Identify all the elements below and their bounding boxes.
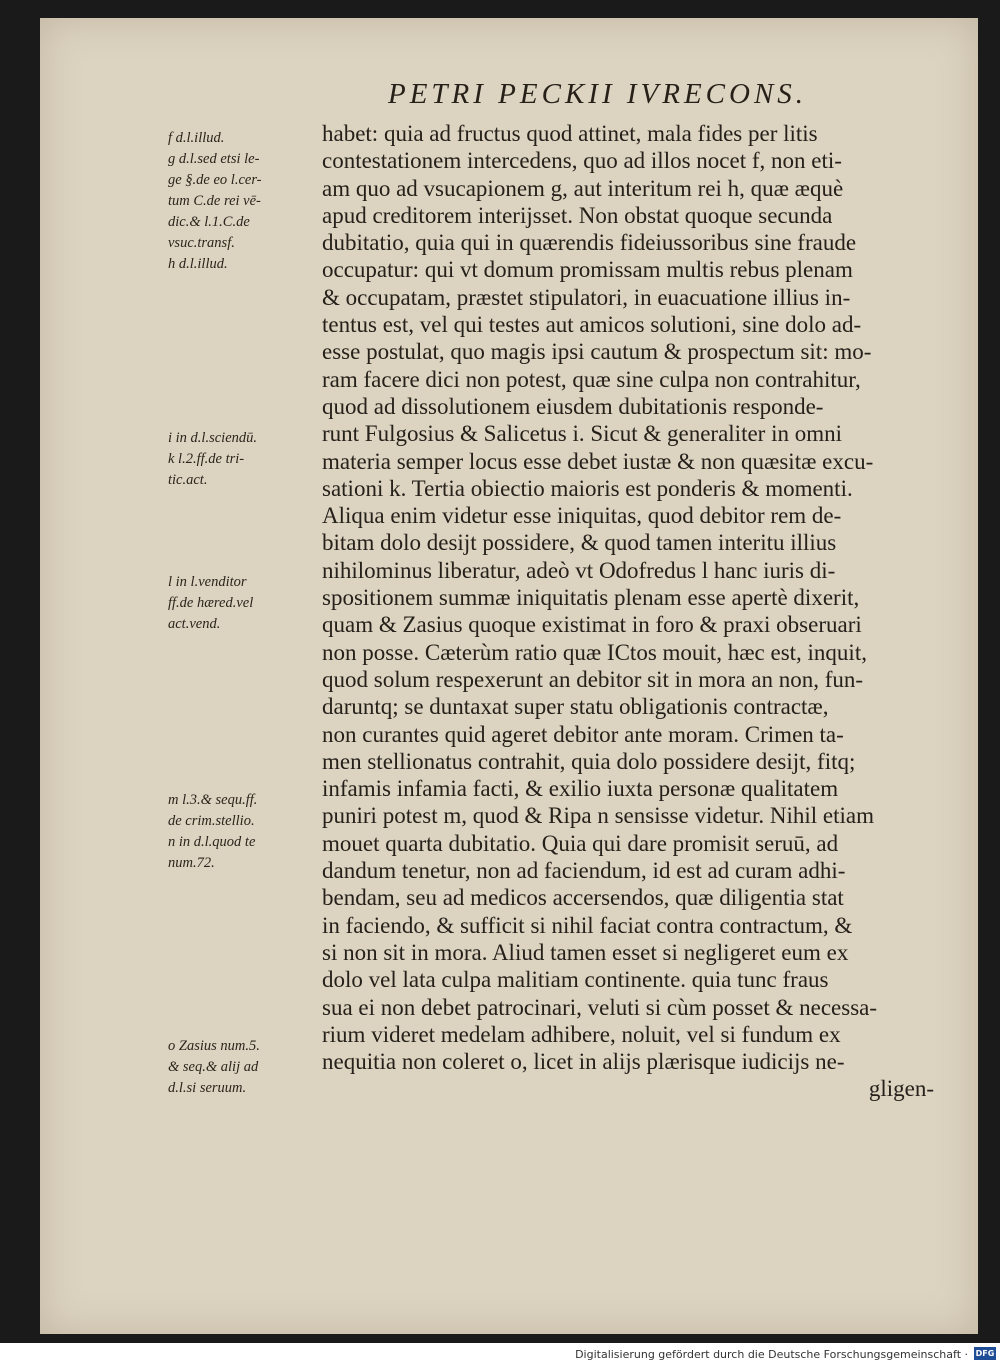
text-line: rium videret medelam adhibere, noluit, vel si fundum ex (322, 1021, 841, 1047)
text-line: daruntq; se duntaxat super statu obligationis contractæ, (322, 694, 829, 720)
margin-note-line: h d.l.illud. (168, 256, 228, 272)
margin-note-line: d.l.si seruum. (168, 1080, 247, 1096)
margin-note-f (168, 128, 262, 275)
margin-note-line: ge §.de eo l.cer- (168, 172, 262, 188)
margin-note-line: act.vend. (168, 616, 221, 632)
text-line: quod solum respexerunt an debitor sit in mora an non, fun- (322, 666, 864, 692)
footer-bar (0, 1343, 1000, 1365)
text-line: dandum tenetur, non ad faciendum, id est ad curam adhi- (322, 858, 846, 884)
text-line: ram facere dici non potest, quæ sine culpa non contrahitur, (322, 366, 861, 392)
text-line: nihilominus liberatur, adeò vt Odofredus l hanc iuris di- (322, 557, 836, 583)
margin-note-line: o Zasius num.5. (168, 1038, 260, 1054)
footer-credit: Digitalisierung gefördert durch die Deutsche Forschungsgemeinschaft · (575, 1348, 968, 1361)
text-line: nequitia non coleret o, licet in alijs plærisque iudicijs ne- (322, 1049, 845, 1075)
margin-note-line: m l.3.& sequ.ff. (168, 792, 258, 808)
text-line: men stellionatus contrahit, quia dolo possidere desijt, fitq; (322, 748, 856, 774)
margin-note-line: n in d.l.quod te (168, 834, 256, 850)
dfg-logo: DFG (975, 1349, 995, 1358)
text-line: sationi k. Tertia obiectio maioris est ponderis & momenti. (322, 475, 853, 501)
text-line: materia semper locus esse debet iustæ & non quæsitæ excu- (322, 448, 874, 474)
text-line: occupatur: qui vt domum promissam multis rebus plenam (322, 257, 853, 283)
body-text-column (322, 120, 934, 1103)
margin-note-line: k l.2.ff.de tri- (168, 451, 245, 467)
margin-note-l (168, 572, 253, 635)
margin-note-m (168, 790, 257, 874)
running-head: PETRI PECKII IVRECONS. (388, 78, 808, 110)
text-line: runt Fulgosius & Salicetus i. Sicut & generaliter in omni (322, 421, 843, 447)
margin-note-line: de crim.stellio. (168, 813, 255, 829)
text-line: apud creditorem interijsset. Non obstat quoque secunda (322, 202, 833, 228)
text-line: non curantes quid ageret debitor ante moram. Crimen ta- (322, 721, 844, 747)
text-line: gligen- (868, 1076, 934, 1102)
text-line: sua ei non debet patrocinari, veluti si cùm posset & necessa- (322, 994, 878, 1020)
text-line: esse postulat, quo magis ipsi cautum & prospectum sit: mo- (322, 339, 872, 365)
margin-note-line: vsuc.transf. (168, 235, 235, 251)
margin-note-line: ff.de hæred.vel (168, 595, 254, 611)
text-line: tentus est, vel qui testes aut amicos solutioni, sine dolo ad- (322, 312, 862, 338)
text-line: quod ad dissolutionem eiusdem dubitationis responde- (322, 393, 824, 419)
text-line: & occupatam, præstet stipulatori, in euacuatione illius in- (322, 284, 851, 310)
text-line: bitam dolo desijt possidere, & quod tamen interitu illius (322, 530, 837, 556)
text-line: si non sit in mora. Aliud tamen esset si negligeret eum ex (322, 939, 849, 965)
margin-note-line: f d.l.illud. (168, 130, 225, 146)
text-line: habet: quia ad fructus quod attinet, mala fides per litis (322, 121, 818, 146)
margin-note-o (168, 1036, 260, 1099)
text-line: am quo ad vsucapionem g, aut interitum rei h, quæ æquè (322, 175, 844, 201)
text-line: Aliqua enim videtur esse iniquitas, quod debitor rem de- (322, 503, 842, 529)
text-line: bendam, seu ad medicos accersendos, quæ diligentia stat (322, 885, 844, 911)
margin-note-line: l in l.venditor (168, 574, 247, 590)
margin-note-line: g d.l.sed etsi le- (168, 151, 260, 167)
text-line: quam & Zasius quoque existimat in foro & praxi obseruari (322, 612, 862, 638)
margin-note-line: i in d.l.sciendū. (168, 430, 258, 446)
text-line: infamis infamia facti, & exilio iuxta personæ qualitatem (322, 776, 839, 802)
text-line: mouet quarta dubitatio. Quia qui dare promisit seruū, ad (322, 830, 839, 856)
text-line: in faciendo, & sufficit si nihil faciat contra contractum, & (322, 912, 853, 938)
text-line: dolo vel lata culpa malitiam continente. quia tunc fraus (322, 967, 829, 993)
text-line: puniri potest m, quod & Ripa n sensisse videtur. Nihil etiam (322, 803, 874, 829)
margin-note-line: dic.& l.1.C.de (168, 214, 250, 230)
margin-note-line: & seq.& alij ad (168, 1059, 259, 1075)
margin-note-line: tic.act. (168, 472, 208, 488)
text-line: dubitatio, quia qui in quærendis fideiussoribus sine fraude (322, 230, 857, 256)
margin-note-line: num.72. (168, 855, 215, 871)
text-line: spositionem summæ iniquitatis plenam esse apertè dixerit, (322, 585, 860, 611)
text-line: contestationem intercedens, quo ad illos nocet f, non eti- (322, 148, 842, 174)
margin-note-line: tum C.de rei vē- (168, 193, 261, 209)
text-line: non posse. Cæterùm ratio quæ ICtos mouit, hæc est, inquit, (322, 639, 867, 665)
margin-note-i (168, 428, 257, 491)
